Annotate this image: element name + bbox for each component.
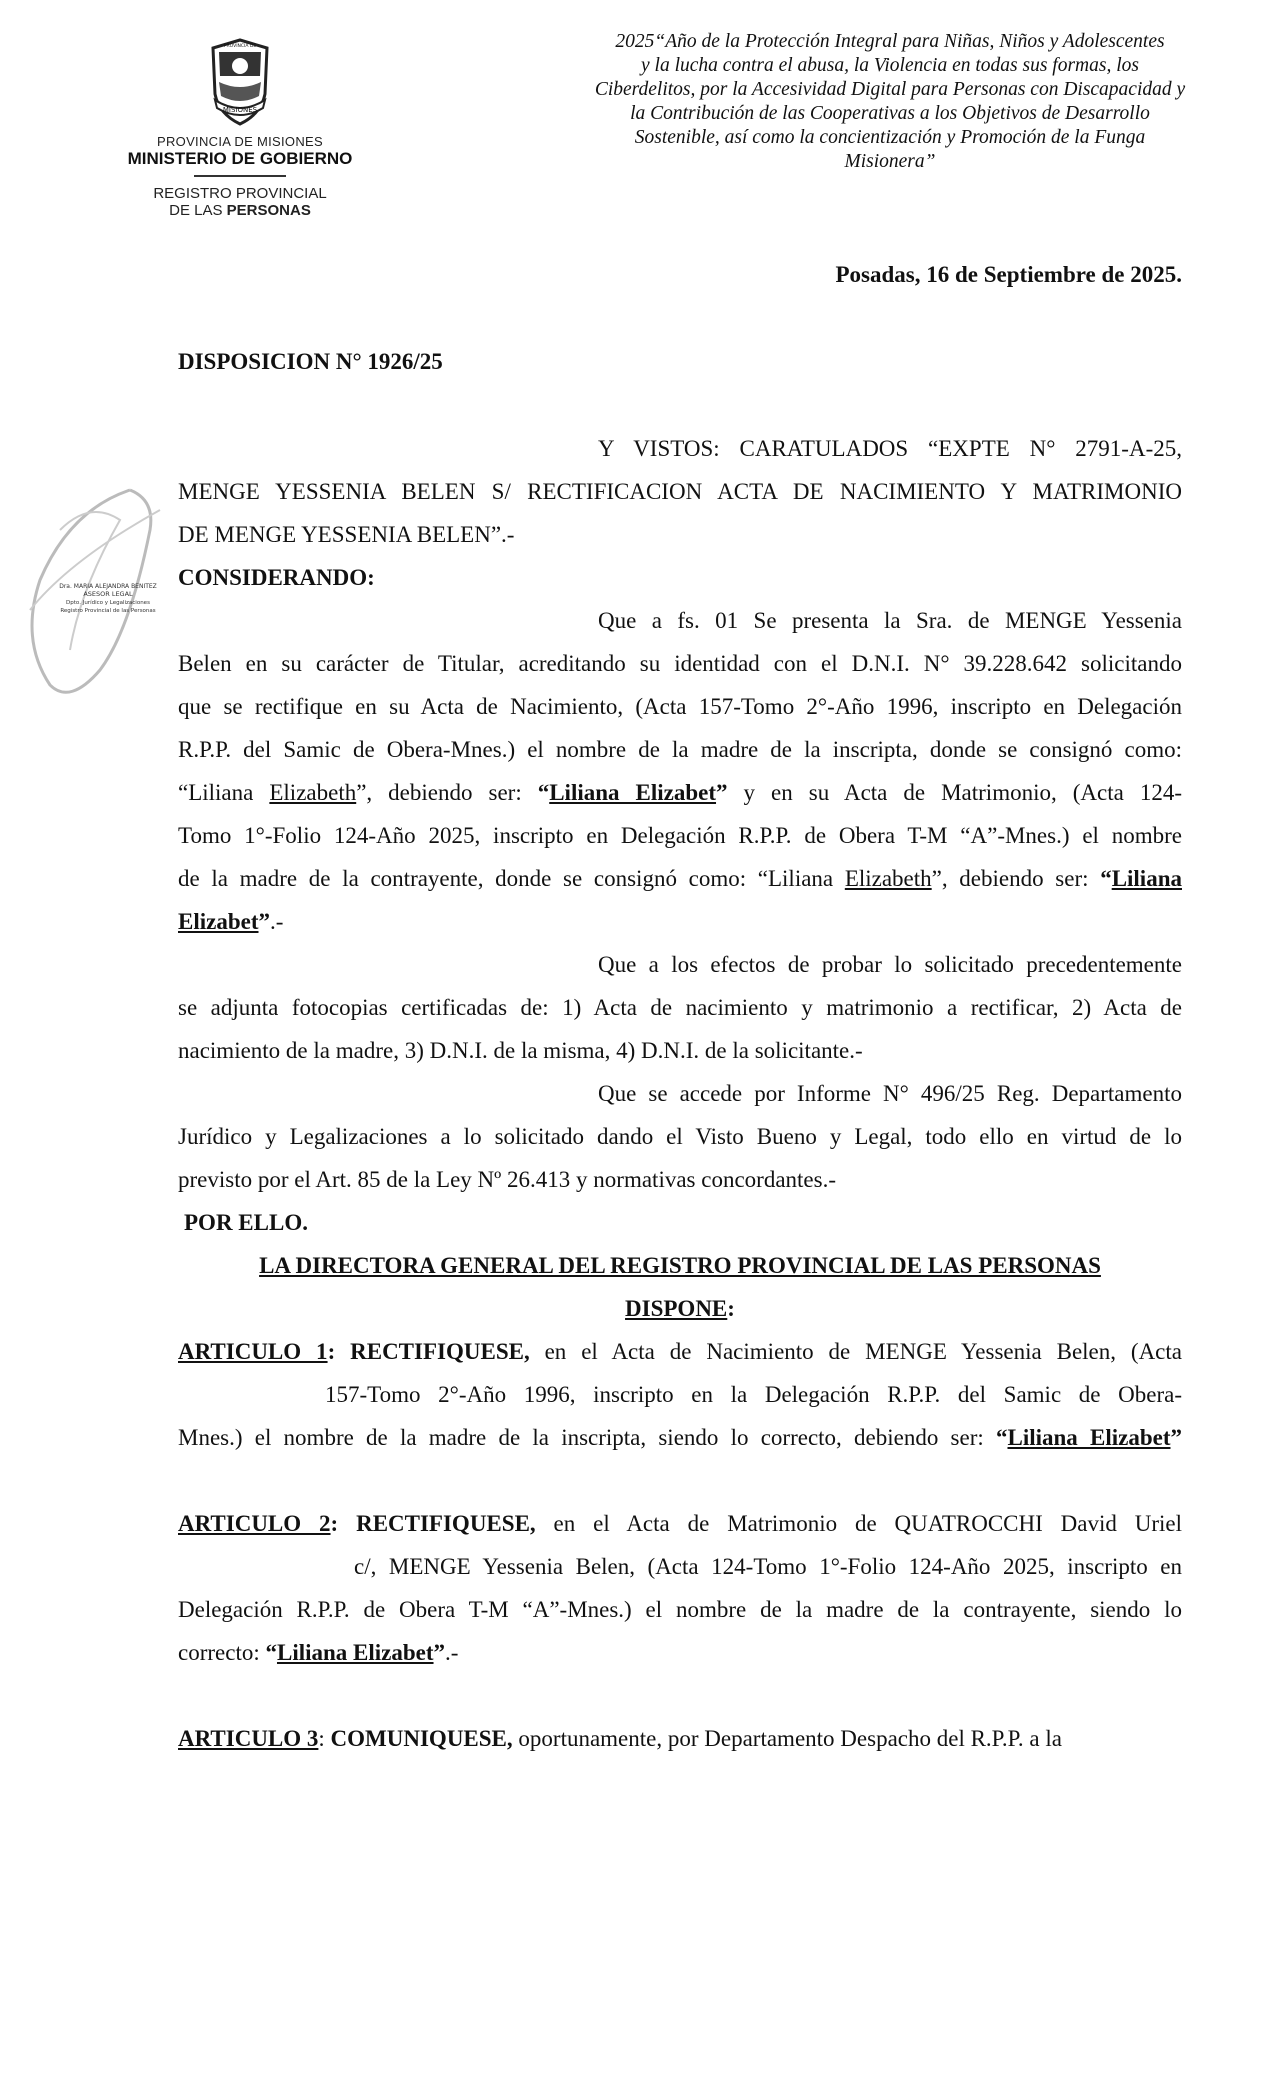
letterhead [110, 36, 370, 219]
considerando-p3-line: Jurídico y Legalizaciones a lo solicitado dando el Visto Bueno y Legal, todo ello en virtud de lo [178, 1124, 1182, 1149]
document-title: DISPOSICION N° 1926/25 [178, 349, 443, 374]
svg-text:ASESOR LEGAL: ASESOR LEGAL [83, 590, 133, 598]
articulo-2-line: ARTICULO 2: RECTIFIQUESE, en el Acta de Matrimonio de QUATROCCHI David Uriel [178, 1511, 1182, 1536]
vistos-line-3: DE MENGE YESSENIA BELEN”.- [178, 522, 515, 547]
articulo-2-line: Delegación R.P.P. de Obera T-M “A”-Mnes.) el nombre de la madre de la contrayente, siendo lo [178, 1597, 1182, 1622]
considerando-p1-line: Belen en su carácter de Titular, acreditando su identidad con el D.N.I. N° 39.228.642 solicitando [178, 651, 1182, 676]
province-crest-icon [205, 36, 275, 128]
ministry-name: MINISTERIO DE GOBIERNO [127, 149, 353, 168]
considerando-p1-line: “Liliana Elizabeth”, debiendo ser: “Liliana Elizabet” y en su Acta de Matrimonio, (Acta 124- [178, 780, 1182, 805]
considerando-p1-line: Elizabet”.- [178, 909, 284, 934]
articulo-1-line: Mnes.) el nombre de la madre de la inscripta, siendo lo correcto, debiendo ser: “Liliana Elizabet” [178, 1425, 1182, 1450]
considerando-p3-line: Que se accede por Informe N° 496/25 Reg. Departamento [598, 1081, 1182, 1106]
considerando-p3-line: previsto por el Art. 85 de la Ley Nº 26.413 y normativas concordantes.- [178, 1167, 836, 1192]
directora-heading: LA DIRECTORA GENERAL DEL REGISTRO PROVINCIAL DE LAS PERSONAS [259, 1253, 1101, 1278]
svg-text:MISIONES: MISIONES [222, 106, 258, 114]
articulo-2-line: c/, MENGE Yessenia Belen, (Acta 124-Tomo 1°-Folio 124-Año 2025, inscripto en [354, 1554, 1182, 1579]
considerando-p1-line: que se rectifique en su Acta de Nacimiento, (Acta 157-Tomo 2°-Año 1996, inscripto en Delegación [178, 694, 1182, 719]
considerando-p1-line: R.P.P. del Samic de Obera-Mnes.) el nombre de la madre de la inscripta, donde se consignó como: [178, 737, 1182, 762]
articulo-2-line: correcto: “Liliana Elizabet”.- [178, 1640, 459, 1665]
considerando-p1-line: de la madre de la contrayente, donde se consignó como: “Liliana Elizabeth”, debiendo ser: “Liliana [178, 866, 1182, 891]
vistos-line-1: Y VISTOS: CARATULADOS “EXPTE N° 2791-A-25, [598, 436, 1182, 461]
document-date: Posadas, 16 de Septiembre de 2025. [835, 262, 1182, 287]
por-ello: POR ELLO. [184, 1210, 308, 1235]
articulo-1-line: ARTICULO 1: RECTIFIQUESE, en el Acta de Nacimiento de MENGE Yessenia Belen, (Acta [178, 1339, 1182, 1364]
header-divider [194, 175, 286, 177]
considerando-p2-line: Que a los efectos de probar lo solicitado precedentemente [598, 952, 1182, 977]
considerando-p1-line: Que a fs. 01 Se presenta la Sra. de MENGE Yessenia [598, 608, 1182, 633]
considerando-p2-line: nacimiento de la madre, 3) D.N.I. de la misma, 4) D.N.I. de la solicitante.- [178, 1038, 863, 1063]
considerando-p2-line: se adjunta fotocopias certificadas de: 1) Acta de nacimiento y matrimonio a rectificar, 2) Acta de [178, 995, 1182, 1020]
svg-text:Dpto. Jurídico y Legalizacione: Dpto. Jurídico y Legalizaciones [66, 600, 150, 606]
registry-name-line2: DE LAS PERSONAS [169, 202, 311, 219]
signature-stamp [10, 470, 180, 710]
registry-name-line1: REGISTRO PROVINCIAL [153, 185, 327, 202]
articulo-3-line: ARTICULO 3: COMUNIQUESE, oportunamente, por Departamento Despacho del R.P.P. a la [178, 1726, 1062, 1751]
svg-text:PROVINCIA DE: PROVINCIA DE [223, 44, 257, 49]
considerando-heading: CONSIDERANDO: [178, 565, 375, 590]
vistos-line-2: MENGE YESSENIA BELEN S/ RECTIFICACION ACTA DE NACIMIENTO Y MATRIMONIO [178, 479, 1182, 504]
considerando-p1-line: Tomo 1°-Folio 124-Año 2025, inscripto en Delegación R.P.P. de Obera T-M “A”-Mnes.) el nombre [178, 823, 1182, 848]
province-name: PROVINCIA DE MISIONES [157, 134, 323, 149]
year-motto: 2025“Año de la Protección Integral para Niñas, Niños y Adolescentes y la lucha contra el abusa, la Violencia en todas sus formas, los Ciberdelitos, por la Accesividad Digital para Personas con Discapacidad y la Contribución de las Cooperativas a los Objetivos de Desarrollo Sostenible, así como la concientización y Promoción de la Funga Misionera” [594, 31, 1186, 172]
dispone-heading: DISPONE: [625, 1296, 735, 1321]
articulo-1-line: 157-Tomo 2°-Año 1996, inscripto en la Delegación R.P.P. del Samic de Obera- [325, 1382, 1182, 1407]
svg-text:Dra. MARIA ALEJANDRA BENITEZ: Dra. MARIA ALEJANDRA BENITEZ [59, 583, 157, 590]
svg-text:Registro Provincial de las Per: Registro Provincial de las Personas [60, 608, 156, 614]
